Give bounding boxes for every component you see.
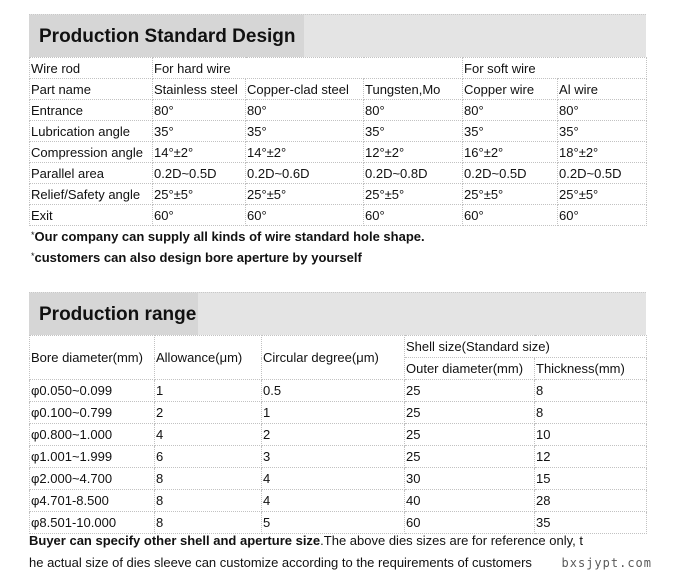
buyer-note-bold: Buyer can specify other shell and aperture size xyxy=(29,533,321,548)
standard-cell: 35° xyxy=(558,121,647,142)
range-cell: 5 xyxy=(262,512,405,534)
range-cell: 8 xyxy=(535,380,647,402)
header-allowance: Allowance(μm) xyxy=(155,336,262,380)
standard-cell: 60° xyxy=(558,205,647,226)
standard-row-label: Parallel area xyxy=(30,163,153,184)
standard-cell: Tungsten,Mo xyxy=(364,79,463,100)
range-cell: 8 xyxy=(155,490,262,512)
standard-cell: 25°±5° xyxy=(558,184,647,205)
buyer-note xyxy=(29,530,649,574)
range-cell: 4 xyxy=(155,424,262,446)
standard-cell: 60° xyxy=(364,205,463,226)
range-header-row xyxy=(30,336,647,358)
standard-cell: 35° xyxy=(246,121,364,142)
range-cell: 10 xyxy=(535,424,647,446)
range-bore-cell: φ0.100~0.799 xyxy=(30,402,155,424)
range-bore-cell: φ1.001~1.999 xyxy=(30,446,155,468)
production-range-section xyxy=(29,292,646,534)
standard-note-2: *customers can also design bore aperture by yourself xyxy=(31,250,362,265)
header-outer: Outer diameter(mm) xyxy=(405,358,535,380)
standard-cell: 60° xyxy=(463,205,558,226)
range-cell: 25 xyxy=(405,446,535,468)
standard-row-label: Relief/Safety angle xyxy=(30,184,153,205)
range-title: Production range xyxy=(29,293,198,335)
standard-row xyxy=(30,121,647,142)
range-table xyxy=(29,335,647,534)
standard-cell: Stainless steel xyxy=(153,79,246,100)
range-cell: 8 xyxy=(535,402,647,424)
standard-cell: 60° xyxy=(246,205,364,226)
standard-row-label: Exit xyxy=(30,205,153,226)
range-row xyxy=(30,490,647,512)
standard-title-banner xyxy=(29,14,646,57)
range-cell: 4 xyxy=(262,490,405,512)
standard-cell: 25°±5° xyxy=(364,184,463,205)
range-bore-cell: φ0.050~0.099 xyxy=(30,380,155,402)
watermark: bxsjypt.com xyxy=(561,556,652,570)
standard-cell: 60° xyxy=(153,205,246,226)
range-cell: 1 xyxy=(262,402,405,424)
header-shell: Shell size(Standard size) xyxy=(405,336,647,358)
standard-cell: 0.2D~0.5D xyxy=(558,163,647,184)
range-bore-cell: φ4.701-8.500 xyxy=(30,490,155,512)
standard-cell: 35° xyxy=(153,121,246,142)
standard-cell: Al wire xyxy=(558,79,647,100)
range-cell: 8 xyxy=(155,512,262,534)
standard-cell: 80° xyxy=(558,100,647,121)
range-cell: 25 xyxy=(405,402,535,424)
standard-cell: 14°±2° xyxy=(153,142,246,163)
range-bore-cell: φ8.501-10.000 xyxy=(30,512,155,534)
standard-cell: 0.2D~0.6D xyxy=(246,163,364,184)
range-cell: 3 xyxy=(262,446,405,468)
standard-cell: 80° xyxy=(153,100,246,121)
range-bore-cell: φ2.000~4.700 xyxy=(30,468,155,490)
range-bore-cell: φ0.800~1.000 xyxy=(30,424,155,446)
standard-cell: 0.2D~0.5D xyxy=(463,163,558,184)
range-cell: 60 xyxy=(405,512,535,534)
header-bore: Bore diameter(mm) xyxy=(30,336,155,380)
range-cell: 1 xyxy=(155,380,262,402)
range-cell: 2 xyxy=(262,424,405,446)
range-cell: 12 xyxy=(535,446,647,468)
buyer-note-rest: .The above dies sizes are for reference only, t xyxy=(320,533,583,548)
range-cell: 2 xyxy=(155,402,262,424)
range-title-banner xyxy=(29,292,646,335)
standard-cell: 18°±2° xyxy=(558,142,647,163)
production-standard-section xyxy=(29,14,646,268)
range-row xyxy=(30,402,647,424)
standard-row xyxy=(30,100,647,121)
standard-cell: 35° xyxy=(463,121,558,142)
standard-cell: Copper-clad steel xyxy=(246,79,364,100)
range-cell: 0.5 xyxy=(262,380,405,402)
standard-cell: 35° xyxy=(364,121,463,142)
standard-row xyxy=(30,184,647,205)
standard-cell: For soft wire xyxy=(463,58,647,79)
standard-cell: 25°±5° xyxy=(463,184,558,205)
standard-row xyxy=(30,58,647,79)
range-row xyxy=(30,424,647,446)
range-row xyxy=(30,446,647,468)
standard-note-1: *Our company can supply all kinds of wire standard hole shape. xyxy=(31,229,425,244)
standard-cell: 25°±5° xyxy=(246,184,364,205)
range-cell: 25 xyxy=(405,380,535,402)
range-cell: 28 xyxy=(535,490,647,512)
standard-row xyxy=(30,79,647,100)
standard-cell: 16°±2° xyxy=(463,142,558,163)
range-row xyxy=(30,380,647,402)
buyer-note-line2: he actual size of dies sleeve can customize according to the requirements of customers xyxy=(29,555,532,570)
standard-table xyxy=(29,57,647,226)
standard-cell: 0.2D~0.8D xyxy=(364,163,463,184)
standard-row-label: Part name xyxy=(30,79,153,100)
header-circular: Circular degree(μm) xyxy=(262,336,405,380)
standard-cell: Wire rod xyxy=(30,58,153,79)
standard-row-label: Compression angle xyxy=(30,142,153,163)
standard-row xyxy=(30,142,647,163)
standard-cell: For hard wire xyxy=(153,58,463,79)
standard-row-label: Entrance xyxy=(30,100,153,121)
range-cell: 8 xyxy=(155,468,262,490)
range-row xyxy=(30,468,647,490)
standard-cell: 14°±2° xyxy=(246,142,364,163)
standard-row-label: Lubrication angle xyxy=(30,121,153,142)
standard-cell: Copper wire xyxy=(463,79,558,100)
range-cell: 35 xyxy=(535,512,647,534)
standard-cell: 0.2D~0.5D xyxy=(153,163,246,184)
standard-row xyxy=(30,163,647,184)
range-cell: 4 xyxy=(262,468,405,490)
range-cell: 25 xyxy=(405,424,535,446)
standard-cell: 12°±2° xyxy=(364,142,463,163)
standard-row xyxy=(30,205,647,226)
standard-cell: 80° xyxy=(246,100,364,121)
standard-cell: 80° xyxy=(463,100,558,121)
range-cell: 15 xyxy=(535,468,647,490)
standard-cell: 25°±5° xyxy=(153,184,246,205)
range-cell: 30 xyxy=(405,468,535,490)
standard-cell: 80° xyxy=(364,100,463,121)
standard-title: Production Standard Design xyxy=(29,15,304,57)
header-thickness: Thickness(mm) xyxy=(535,358,647,380)
range-cell: 40 xyxy=(405,490,535,512)
range-cell: 6 xyxy=(155,446,262,468)
